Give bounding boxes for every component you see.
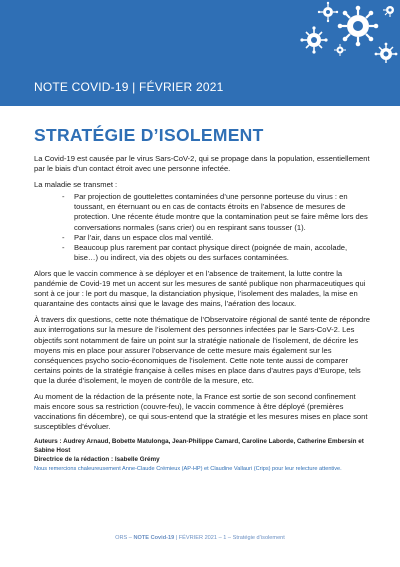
authors-line: Auteurs : Audrey Arnaud, Bobette Matulonga, Jean-Philippe Camard, Caroline Laborde, Catherine Embersin et Sabine Host xyxy=(34,438,364,454)
list-item xyxy=(34,192,372,232)
footer-separator: – xyxy=(217,535,224,541)
list-item-text: Par l’air, dans un espace clos mal ventilé. xyxy=(74,232,214,242)
bullet-dash: - xyxy=(62,242,65,252)
questions-paragraph: À travers dix questions, cette note thématique de l’Observatoire régional de santé tente de répondre aux interrogations sur la mesure de l’isolement des personnes infectées par le Sars-CoV-2. Les objectifs sont notamment de faire un point sur la stratégie nationale de l’isolement, de décrire les moyens mis en place pour assurer l’observance de cette mesure mais également sur les conséquences psycho socio-économiques de l’isolement. Cette note tente aussi de comparer certains points de la stratégie française à celles mises en place dans d’autres pays d’Europe, tels que la durée d’isolement, le moyen de contrôle de la mesure, etc. xyxy=(34,315,371,385)
page-footer xyxy=(0,535,400,541)
transmission-heading: La maladie se transmet : xyxy=(34,180,118,190)
series-title: NOTE COVID-19 | FÉVRIER 2021 xyxy=(34,80,224,94)
footer-separator: – xyxy=(127,535,134,541)
footer-date: FÉVRIER 2021 xyxy=(178,535,218,541)
thanks-line: Nous remercions chaleureusement Anne-Claude Crémieux (AP-HP) et Claudine Vallauri (Crips) pour leur relecture attentive. xyxy=(34,466,342,473)
header-band xyxy=(0,0,400,106)
bullet-dash: - xyxy=(62,232,65,242)
vaccine-paragraph: Alors que le vaccin commence à se déployer et en l’absence de traitement, la lutte contre la pandémie de Covid-19 met un accent sur les mesures de santé publique non pharmaceutiques qui sont à ce jour : le port du masque, la distanciation physique, l’isolement des malades, la mise en quarantaine des contacts ainsi que le lavage des mains, l’aération des locaux. xyxy=(34,268,366,309)
body-text xyxy=(34,154,372,473)
footer-separator: – xyxy=(226,535,233,541)
footer-separator: | xyxy=(174,535,179,541)
list-item xyxy=(34,233,372,243)
transmission-list xyxy=(34,192,372,263)
list-item-text: Par projection de gouttelettes contaminées d’une personne porteuse du virus : en toussant, en éternuant ou en cas de contacts étroits en l’absence de mesures de protection. Une récente étude montre que la contamination peut se faire même lors des conversations normales (sans crier) ou en respirant sans tousser (1). xyxy=(74,192,368,232)
list-item xyxy=(34,243,372,263)
footer-series: NOTE Covid-19 xyxy=(133,535,175,541)
footer-doc-title: Stratégie d’isolement xyxy=(232,535,285,541)
virus-icon xyxy=(240,0,400,70)
redaction-paragraph: Au moment de la rédaction de la présente note, la France est sortie de son second confinement mais encore sous sa restriction (couvre-feu), le vaccin commence à être déployé (premières vaccinations fin décembre), ce qui sous-entend que la stratégie et les mesures mises en place sont susceptibles d’évoluer. xyxy=(34,391,368,432)
bullet-dash: - xyxy=(62,192,65,202)
page-title: STRATÉGIE D’ISOLEMENT xyxy=(34,125,264,145)
footer-page-number: 1 xyxy=(223,535,227,541)
list-item-text: Beaucoup plus rarement par contact physique direct (poignée de main, accolade, bise…) ou indirect, via des objets ou des surfaces contaminées. xyxy=(74,242,348,262)
intro-paragraph: La Covid-19 est causée par le virus Sars-CoV-2, qui se propage dans la population, essentiellement par le biais d’un contact étroit avec une personne infectée. xyxy=(34,154,370,174)
director-line: Directrice de la rédaction : Isabelle Grémy xyxy=(34,455,160,463)
footer-org: ORS xyxy=(115,535,128,541)
